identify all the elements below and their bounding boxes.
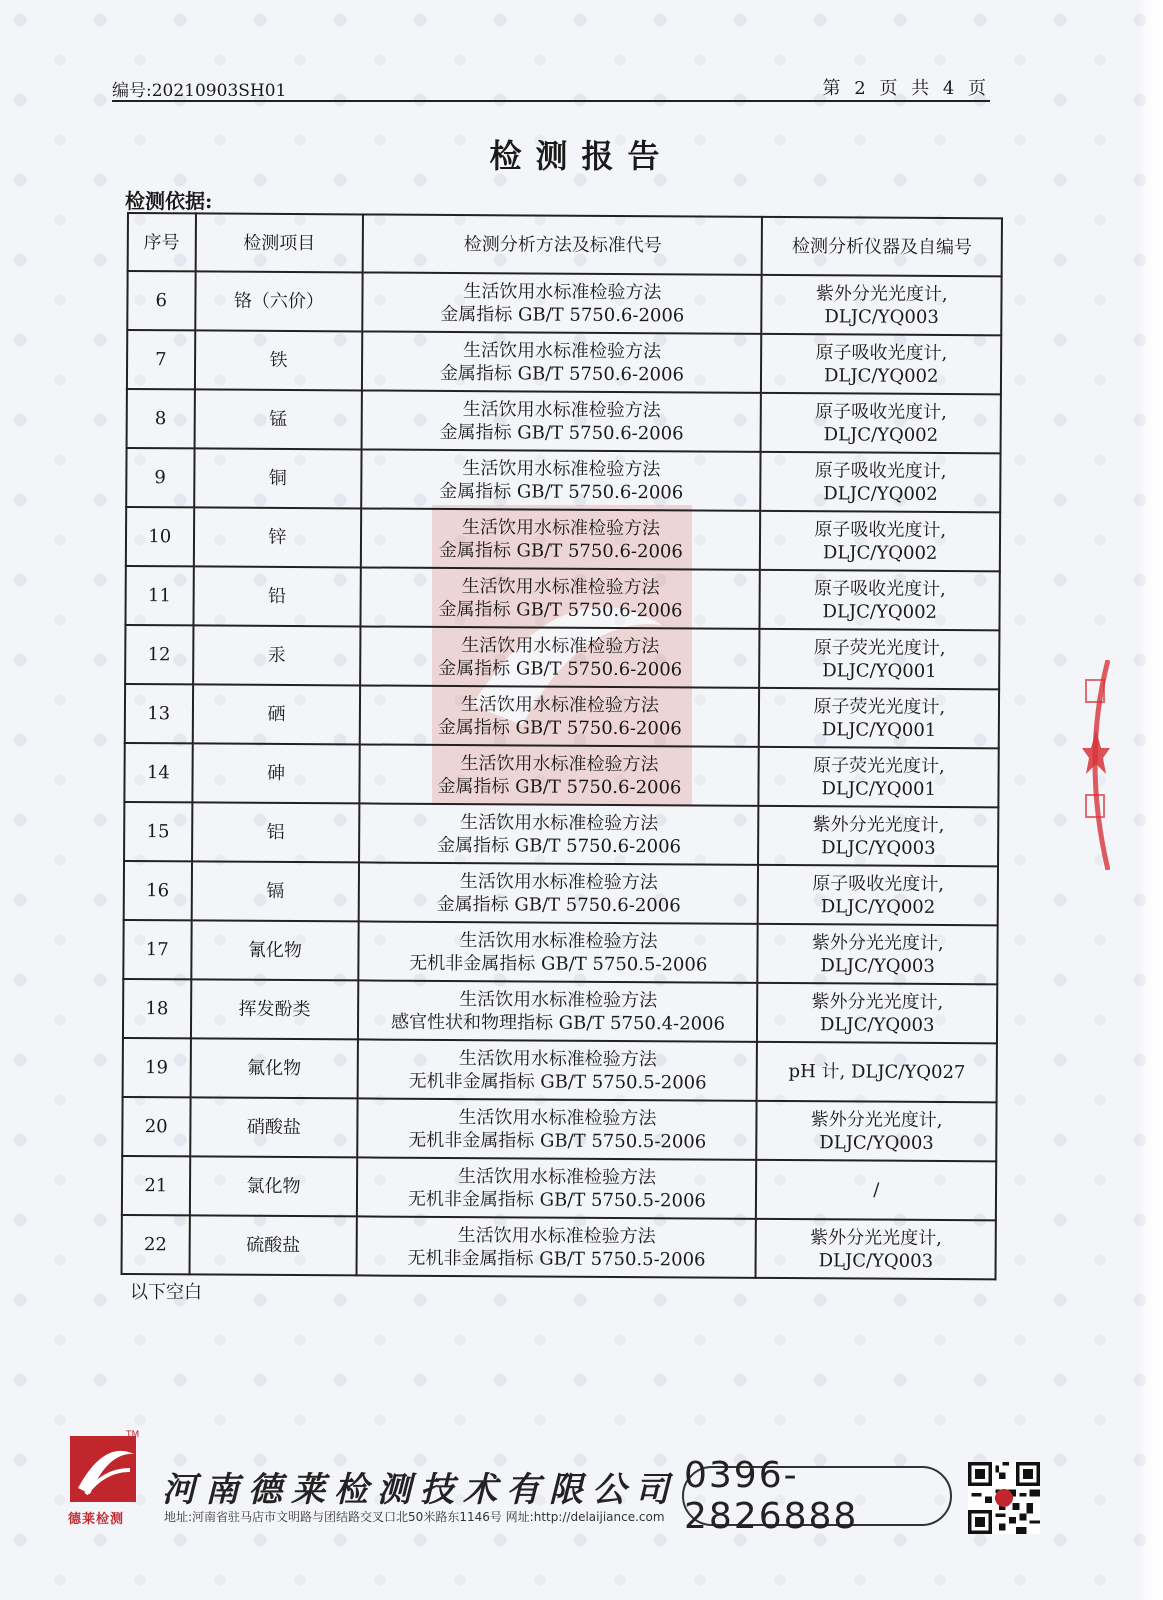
test-item: 锰 <box>269 408 288 430</box>
row-number: 12 <box>147 644 171 666</box>
cell-method <box>361 567 760 628</box>
cell-method <box>357 1216 756 1277</box>
cell-method <box>359 921 758 982</box>
method-name: 生活饮用水标准检验方法 <box>458 1106 657 1129</box>
method-standard: 无机非金属指标 GB/T 5750.5-2006 <box>408 1070 707 1094</box>
instrument-id: DLJC/YQ003 <box>824 305 939 328</box>
row-number: 17 <box>145 939 169 961</box>
table-row <box>126 448 1000 512</box>
instrument-name: 原子荧光光度计, <box>813 695 946 718</box>
report-header <box>112 70 990 102</box>
method-name: 生活饮用水标准检验方法 <box>459 870 658 893</box>
table-header-row <box>128 213 1002 276</box>
method-name: 生活饮用水标准检验方法 <box>460 693 659 716</box>
method-standard: 感官性状和物理指标 GB/T 5750.4-2006 <box>390 1011 726 1035</box>
table-row <box>123 979 997 1043</box>
instrument-id: DLJC/YQ002 <box>822 600 938 623</box>
cell-instrument <box>757 1101 997 1161</box>
method-standard: 金属指标 GB/T 5750.6-2006 <box>439 480 684 503</box>
method-standard: 金属指标 GB/T 5750.6-2006 <box>439 421 684 444</box>
instrument-name: 原子吸收光度计, <box>814 459 947 482</box>
test-item: 铁 <box>269 349 288 371</box>
cell-method <box>361 508 760 569</box>
cell-item <box>195 271 363 331</box>
instrument-name: 原子吸收光度计, <box>815 341 948 364</box>
logo-caption: 德莱检测 <box>68 1512 125 1527</box>
instrument-id: DLJC/YQ002 <box>822 541 938 564</box>
method-standard: 无机非金属指标 GB/T 5750.5-2006 <box>408 1129 707 1153</box>
cell-instrument <box>758 924 998 984</box>
instrument-id: DLJC/YQ002 <box>823 364 939 387</box>
cell-method <box>358 1098 757 1159</box>
cell-no <box>124 802 192 861</box>
cell-instrument <box>757 1042 997 1102</box>
table-row <box>124 743 998 807</box>
method-name: 生活饮用水标准检验方法 <box>459 929 658 952</box>
method-name: 生活饮用水标准检验方法 <box>463 280 662 303</box>
method-standard: 无机非金属指标 GB/T 5750.5-2006 <box>409 952 708 976</box>
instrument-name: 原子吸收光度计, <box>814 577 946 600</box>
instrument-name: 原子吸收光度计, <box>815 400 947 423</box>
cell-item <box>190 1097 358 1157</box>
instrument-name: 紫外分光光度计, <box>811 990 944 1013</box>
trademark-mark: TM <box>126 1430 140 1440</box>
instrument-name: 原子吸收光度计, <box>812 872 945 895</box>
row-number: 9 <box>154 467 166 489</box>
cell-instrument <box>760 511 1000 571</box>
cell-method <box>360 685 759 746</box>
row-number: 6 <box>155 290 168 312</box>
company-name: 河南德莱检测技术有限公司 <box>162 1470 678 1510</box>
table-row <box>125 625 999 689</box>
cell-no <box>123 1038 191 1097</box>
cell-method <box>358 980 757 1041</box>
cell-method <box>362 390 761 451</box>
cell-instrument <box>760 570 1000 630</box>
instrument-id: DLJC/YQ001 <box>821 777 937 800</box>
test-item: 氯化物 <box>246 1175 301 1198</box>
page-indicator: 第 2 页 共 4 页 <box>822 78 990 99</box>
cell-method <box>359 862 758 923</box>
method-name: 生活饮用水标准检验方法 <box>460 752 659 775</box>
instrument-name: 原子荧光光度计, <box>813 636 946 659</box>
cell-no <box>125 566 193 625</box>
table-row <box>125 566 999 630</box>
cell-item <box>190 979 358 1039</box>
table-row <box>124 861 998 925</box>
method-name: 生活饮用水标准检验方法 <box>461 575 660 598</box>
instrument-name: 紫外分光光度计, <box>811 931 944 954</box>
cell-item <box>191 920 359 980</box>
cell-no <box>125 684 193 743</box>
cell-instrument <box>761 334 1001 394</box>
cell-instrument <box>758 865 998 925</box>
table-row <box>122 1156 996 1220</box>
cell-no <box>123 920 191 979</box>
delai-logo-icon <box>64 1430 144 1520</box>
method-name: 生活饮用水标准检验方法 <box>463 339 662 362</box>
instrument-id: DLJC/YQ003 <box>820 1013 935 1036</box>
red-seal-icon <box>1078 660 1110 870</box>
instrument-name: 紫外分光光度计, <box>810 1108 943 1131</box>
method-name: 生活饮用水标准检验方法 <box>462 398 661 421</box>
cell-item <box>189 1215 357 1275</box>
cell-instrument <box>759 688 999 748</box>
cell-instrument <box>759 806 999 866</box>
cell-no <box>124 861 192 920</box>
instrument-id: DLJC/YQ001 <box>821 718 937 741</box>
test-item: 氰化物 <box>247 939 302 962</box>
method-standard: 金属指标 GB/T 5750.6-2006 <box>438 657 683 680</box>
cell-item <box>194 389 362 449</box>
cell-method <box>362 331 761 392</box>
cell-no <box>122 1097 190 1156</box>
test-item: 挥发酚类 <box>238 998 311 1021</box>
test-item: 镉 <box>266 880 285 902</box>
cell-item <box>192 684 360 744</box>
table-row <box>125 684 999 748</box>
instrument-id: DLJC/YQ003 <box>818 1249 934 1272</box>
page-edge <box>1137 0 1163 1600</box>
test-item: 氟化物 <box>247 1057 302 1080</box>
row-number: 15 <box>146 821 170 843</box>
cell-no <box>127 271 195 330</box>
cell-instrument <box>760 629 1000 689</box>
test-item: 硫酸盐 <box>246 1234 301 1257</box>
cell-item <box>190 1038 358 1098</box>
cell-no <box>126 448 194 507</box>
cell-item <box>194 330 362 390</box>
row-number: 11 <box>147 585 171 607</box>
method-standard: 金属指标 GB/T 5750.6-2006 <box>440 303 685 326</box>
instrument-id: DLJC/YQ003 <box>820 954 935 977</box>
method-standard: 金属指标 GB/T 5750.6-2006 <box>436 834 682 857</box>
cell-instrument <box>756 1160 996 1220</box>
instrument-id: DLJC/YQ003 <box>819 1131 934 1154</box>
method-name: 生活饮用水标准检验方法 <box>459 988 658 1011</box>
test-item: 汞 <box>267 644 286 666</box>
instrument-id: DLJC/YQ001 <box>822 659 937 682</box>
instrument-name: / <box>873 1179 880 1201</box>
test-item: 锌 <box>268 526 287 548</box>
method-standard: 金属指标 GB/T 5750.6-2006 <box>437 775 682 798</box>
cell-no <box>127 389 195 448</box>
cell-item <box>193 507 361 567</box>
row-number: 14 <box>146 762 170 784</box>
method-name: 生活饮用水标准检验方法 <box>461 634 660 657</box>
row-number: 8 <box>154 408 167 430</box>
cell-instrument <box>761 452 1001 512</box>
cell-no <box>127 330 195 389</box>
test-item: 铜 <box>268 467 287 489</box>
table-row <box>127 389 1001 453</box>
cell-method <box>357 1157 756 1218</box>
instrument-name: 原子荧光光度计, <box>812 754 945 777</box>
instrument-id: DLJC/YQ003 <box>821 836 936 859</box>
col-header-method: 检测分析方法及标准代号 <box>363 214 762 274</box>
row-number: 22 <box>143 1234 167 1256</box>
instrument-name: 原子吸收光度计, <box>814 518 947 541</box>
instrument-id: DLJC/YQ002 <box>823 482 938 505</box>
page-title: 检测报告 <box>489 137 674 175</box>
table-row <box>122 1097 996 1161</box>
cell-method <box>362 449 761 510</box>
cell-instrument <box>762 275 1002 335</box>
instrument-name: 紫外分光光度计, <box>810 1226 942 1249</box>
row-number: 20 <box>144 1116 168 1138</box>
cell-item <box>194 448 362 508</box>
cell-no <box>122 1156 190 1215</box>
method-standard: 金属指标 GB/T 5750.6-2006 <box>436 893 681 916</box>
test-item: 硝酸盐 <box>246 1116 301 1139</box>
qr-code-icon <box>968 1462 1040 1534</box>
test-item: 硒 <box>267 703 286 725</box>
cell-method <box>360 744 759 805</box>
method-name: 生活饮用水标准检验方法 <box>462 457 661 480</box>
phone-number: 0396-2826888 <box>682 1466 952 1526</box>
report-number: 编号:20210903SH01 <box>112 81 287 101</box>
test-item: 铬（六价） <box>233 290 324 313</box>
method-standard: 无机非金属指标 GB/T 5750.5-2006 <box>407 1247 706 1271</box>
cell-no <box>125 625 193 684</box>
test-basis-table <box>121 212 1003 1280</box>
instrument-id: DLJC/YQ002 <box>823 423 939 446</box>
company-address: 地址:河南省驻马店市文明路与团结路交叉口北50米路东1146号 网址:http://delaijiance.com <box>164 1510 665 1524</box>
method-name: 生活饮用水标准检验方法 <box>460 811 659 834</box>
table-row <box>122 1215 996 1279</box>
cell-item <box>192 743 360 803</box>
table-row <box>123 1038 997 1102</box>
method-name: 生活饮用水标准检验方法 <box>461 516 661 539</box>
table-row <box>123 920 997 984</box>
instrument-name: 紫外分光光度计, <box>815 282 948 305</box>
cell-instrument <box>757 983 997 1043</box>
method-standard: 金属指标 GB/T 5750.6-2006 <box>438 598 683 621</box>
cell-no <box>124 743 192 802</box>
row-number: 7 <box>155 349 167 371</box>
method-name: 生活饮用水标准检验方法 <box>458 1047 657 1070</box>
method-standard: 金属指标 GB/T 5750.6-2006 <box>439 362 685 385</box>
cell-item <box>193 566 361 626</box>
row-number: 16 <box>146 880 170 902</box>
instrument-id: DLJC/YQ002 <box>820 895 936 918</box>
cell-instrument <box>761 393 1001 453</box>
cell-no <box>122 1215 190 1274</box>
table-row <box>127 330 1001 394</box>
table-row <box>127 271 1001 335</box>
row-number: 21 <box>144 1175 168 1197</box>
method-name: 生活饮用水标准检验方法 <box>457 1224 656 1247</box>
test-item: 铅 <box>268 585 287 607</box>
cell-instrument <box>756 1219 996 1279</box>
test-item: 砷 <box>266 762 286 784</box>
instrument-name: pH 计, DLJC/YQ027 <box>788 1061 966 1084</box>
col-header-no: 序号 <box>128 213 196 271</box>
row-number: 18 <box>145 998 169 1020</box>
cell-instrument <box>759 747 999 807</box>
cell-no <box>123 979 191 1038</box>
method-standard: 金属指标 GB/T 5750.6-2006 <box>437 716 682 739</box>
basis-label: 检测依据: <box>125 189 213 213</box>
row-number: 19 <box>145 1057 169 1079</box>
row-number: 10 <box>148 526 172 548</box>
cell-method <box>359 803 758 864</box>
cell-method <box>360 626 759 687</box>
cell-item <box>193 625 361 685</box>
instrument-name: 紫外分光光度计, <box>812 813 945 836</box>
blank-below-note: 以下空白 <box>130 1282 202 1303</box>
cell-method <box>358 1039 757 1100</box>
row-number: 13 <box>147 703 171 725</box>
method-standard: 金属指标 GB/T 5750.6-2006 <box>438 539 683 562</box>
col-header-item: 检测项目 <box>195 213 363 272</box>
col-header-instrument: 检测分析仪器及自编号 <box>762 217 1002 276</box>
cell-method <box>363 272 762 333</box>
cell-item <box>191 861 359 921</box>
cell-item <box>192 802 360 862</box>
cell-no <box>126 507 194 566</box>
test-item: 铝 <box>266 821 285 843</box>
method-standard: 无机非金属指标 GB/T 5750.5-2006 <box>407 1188 706 1212</box>
method-name: 生活饮用水标准检验方法 <box>457 1165 657 1188</box>
cell-item <box>189 1156 357 1216</box>
table-row <box>126 507 1000 571</box>
table-row <box>124 802 998 866</box>
